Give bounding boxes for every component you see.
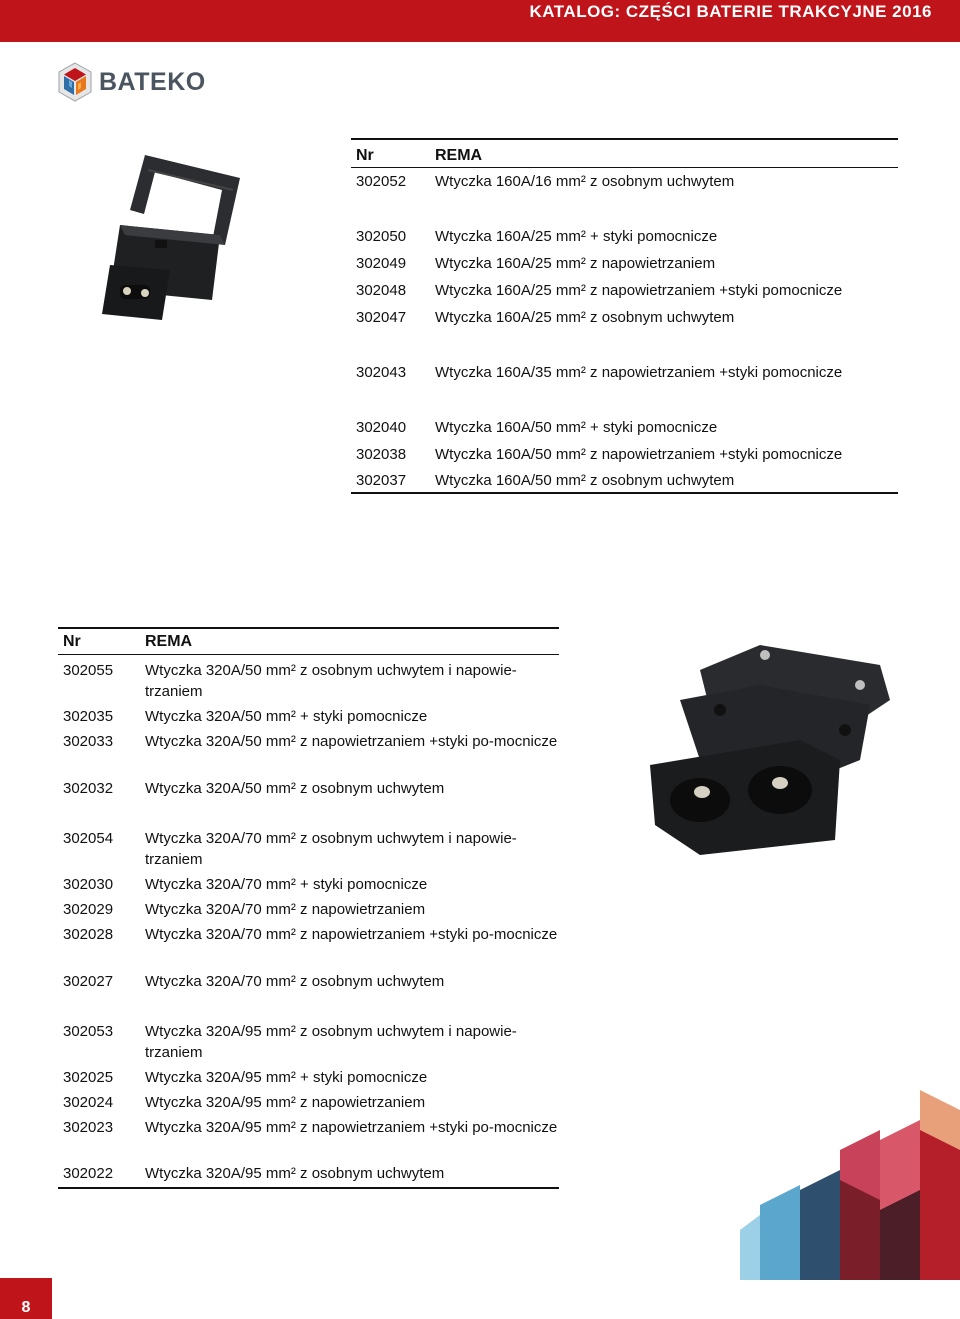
large-connector-image xyxy=(640,640,900,860)
part-number: 302050 xyxy=(356,228,407,245)
part-number: 302030 xyxy=(63,876,114,893)
part-number: 302043 xyxy=(356,364,407,381)
part-number: 302028 xyxy=(63,926,114,943)
table-rema-320a xyxy=(58,627,559,1189)
table-row xyxy=(351,277,898,304)
page-number: 8 xyxy=(0,1278,52,1319)
part-description: Wtyczka 160A/25 mm² + styki pomocnicze xyxy=(435,228,718,245)
part-description: Wtyczka 320A/70 mm² z napowietrzaniem xyxy=(145,901,426,918)
part-number: 302055 xyxy=(63,662,114,679)
part-number: 302049 xyxy=(356,255,407,272)
header-bar xyxy=(0,0,960,42)
table-row xyxy=(351,468,898,492)
part-description: Wtyczka 320A/50 mm² z osobnym uchwytem i napowie-trzaniem xyxy=(145,662,517,700)
table-group xyxy=(58,1021,559,1187)
part-description: Wtyczka 320A/95 mm² + styki pomocnicze xyxy=(145,1069,428,1086)
table-row xyxy=(58,778,559,802)
table-header xyxy=(58,629,559,655)
part-number: 302032 xyxy=(63,780,114,797)
small-connector-image xyxy=(100,150,250,330)
part-description: Wtyczka 320A/95 mm² z osobnym uchwytem xyxy=(145,1165,445,1182)
column-header-rema: REMA xyxy=(145,633,193,650)
part-description: Wtyczka 320A/70 mm² z osobnym uchwytem i napowie-trzaniem xyxy=(145,830,517,868)
part-number: 302053 xyxy=(63,1023,114,1040)
part-number: 302048 xyxy=(356,282,407,299)
table-row xyxy=(351,414,898,441)
table-row xyxy=(58,1021,559,1067)
part-number: 302023 xyxy=(63,1119,114,1136)
table-row xyxy=(58,924,559,971)
part-number: 302022 xyxy=(63,1165,114,1182)
part-description: Wtyczka 320A/95 mm² z napowietrzaniem xyxy=(145,1094,426,1111)
table-row xyxy=(58,899,559,924)
part-number: 302027 xyxy=(63,973,114,990)
table-row xyxy=(58,1163,559,1187)
part-description: Wtyczka 160A/16 mm² z osobnym uchwytem xyxy=(435,173,735,190)
part-description: Wtyczka 160A/50 mm² z osobnym uchwytem xyxy=(435,471,735,489)
table-row xyxy=(351,441,898,468)
part-number: 302047 xyxy=(356,309,407,326)
part-description: Wtyczka 320A/95 mm² z osobnym uchwytem i napowie-trzaniem xyxy=(145,1023,517,1061)
part-number: 302025 xyxy=(63,1069,114,1086)
column-header-nr: Nr xyxy=(356,147,374,164)
table-row xyxy=(58,660,559,706)
table-group xyxy=(58,828,559,995)
column-header-rema: REMA xyxy=(435,147,483,164)
part-description: Wtyczka 320A/70 mm² z napowietrzaniem +styki po-mocnicze xyxy=(145,926,558,943)
part-description: Wtyczka 320A/70 mm² z osobnym uchwytem xyxy=(145,973,445,990)
table-group xyxy=(351,414,898,492)
table-row xyxy=(58,1117,559,1163)
table-row xyxy=(58,706,559,731)
table-row xyxy=(351,250,898,277)
table-row xyxy=(351,359,898,386)
logo-wordmark: BATEKO xyxy=(99,67,206,96)
part-description: Wtyczka 160A/25 mm² z napowietrzaniem xyxy=(435,255,716,272)
table-row xyxy=(58,1092,559,1117)
part-description: Wtyczka 160A/25 mm² z napowietrzaniem +styki pomocnicze xyxy=(435,282,843,299)
catalog-title: KATALOG: CZĘŚCI BATERIE TRAKCYJNE 2016 xyxy=(529,2,932,21)
decorative-cubes-graphic xyxy=(740,1090,960,1280)
table-row xyxy=(351,304,898,331)
table-rema-160a xyxy=(351,138,898,494)
part-description: Wtyczka 320A/50 mm² z napowietrzaniem +styki po-mocnicze xyxy=(145,733,558,750)
part-description: Wtyczka 320A/70 mm² + styki pomocnicze xyxy=(145,876,428,893)
part-number: 302033 xyxy=(63,733,114,750)
table-row xyxy=(351,223,898,250)
part-number: 302024 xyxy=(63,1094,114,1111)
table-row xyxy=(58,731,559,778)
part-number: 302029 xyxy=(63,901,114,918)
part-number: 302035 xyxy=(63,708,114,725)
table-row xyxy=(58,828,559,874)
part-number: 302052 xyxy=(356,173,407,190)
part-number: 302040 xyxy=(356,419,407,436)
table-row xyxy=(58,971,559,995)
part-number: 302054 xyxy=(63,830,114,847)
table-row xyxy=(58,874,559,899)
part-description: Wtyczka 320A/50 mm² + styki pomocnicze xyxy=(145,708,428,725)
table-group xyxy=(351,359,898,386)
column-header-nr: Nr xyxy=(63,633,81,650)
table-group xyxy=(351,168,898,195)
part-description: Wtyczka 160A/50 mm² z napowietrzaniem +styki pomocnicze xyxy=(435,446,843,463)
table-row xyxy=(58,1067,559,1092)
logo-cube-icon xyxy=(57,62,93,102)
company-logo xyxy=(57,62,206,102)
table-header xyxy=(351,140,898,168)
part-number: 302037 xyxy=(356,471,407,489)
part-description: Wtyczka 160A/50 mm² + styki pomocnicze xyxy=(435,419,718,436)
part-number: 302038 xyxy=(356,446,407,463)
table-group xyxy=(58,660,559,802)
part-description: Wtyczka 160A/35 mm² z napowietrzaniem +styki pomocnicze xyxy=(435,364,843,381)
part-description: Wtyczka 320A/95 mm² z napowietrzaniem +styki po-mocnicze xyxy=(145,1119,558,1136)
part-description: Wtyczka 160A/25 mm² z osobnym uchwytem xyxy=(435,309,735,326)
table-row xyxy=(351,168,898,195)
part-description: Wtyczka 320A/50 mm² z osobnym uchwytem xyxy=(145,780,445,797)
table-group xyxy=(351,223,898,331)
